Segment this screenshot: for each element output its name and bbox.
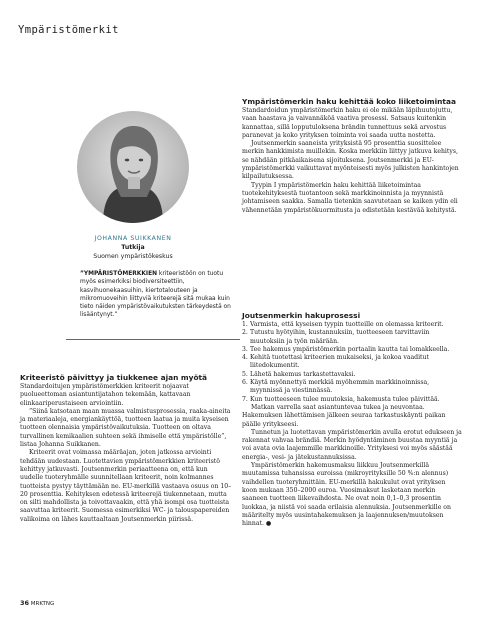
right-heading-top: Ympäristömerkin haku kehittää koko liiketoimintaa — [242, 97, 456, 106]
pull-quote-text: kriteeristöön on tuotu myös esimerkiksi biodiversiteettiin, kasvihuonekaasuihin, kiertotalouteen ja mikromuoveihin liittyviä kriteerejä sitä mukaa kuin tieto näiden ympäristövaikutuksten tärkeydestä on lisääntynyt.” — [80, 271, 231, 319]
process-paragraph: Matkan varrella saat asiantuntevaa tukea ja neuvontaa. Hakemuksen lähettämisen jälkeen seuraa tarkastuskäynti paikan päälle yritykseesi. — [242, 403, 446, 428]
process-step — [242, 346, 462, 354]
process-step — [242, 396, 462, 404]
process-steps — [242, 321, 462, 404]
step-text: Käytä myönnettyä merkkiä myöhemmin markkinoinnissa, myynnissä ja viestinnässä. — [250, 379, 430, 395]
person-portrait-icon — [77, 111, 189, 223]
person-organization: Suomen ympäristökeskus — [93, 253, 173, 260]
left-column — [20, 373, 232, 524]
left-paragraph: Standardoitujen ympäristömerkkien kriteerit nojaavat puolueettoman asiantuntijatahon tekemään, kattavaan elinkaariperustaiseen arviointiin. — [20, 383, 191, 407]
process-paragraph: Tunnetun ja luotettavan ympäristömerkin avulla erotut edukseen ja rakennat vahvaa brändiä. Merkin hyödyntäminen buustaa myyntiä ja voi avata ovia laajemmille markkinoille. Yrityksesi voi myös säästää energia-, vesi- ja jätekustannuksissa. — [242, 428, 462, 461]
process-step — [242, 321, 462, 329]
step-text: Lähetä hakemus tarkastettavaksi. — [250, 370, 356, 378]
step-text: Tutustu hyötyihin, kustannuksiin, tuotteeseen tarvittaviin muutoksiin ja työn määrään. — [250, 329, 430, 345]
pull-quote-lead: ”YMPÄRISTÖMERKKIEN — [80, 271, 158, 277]
step-number: 5. — [242, 370, 248, 378]
person-name: JOHANNA SUIKKANEN — [94, 235, 172, 242]
step-text: Tee hakemus ympäristömerkin portaalin kautta tai lomakkeella. — [250, 345, 450, 353]
left-paragraph: ”Siinä katsotaan maan muassa valmistusprosessia, raaka-aineita ja materiaaleja, energiankäyttöä, tuotteen laatua ja muita kyseisen tuotteen olennaisia ympäristövaikutuksia. Tuotteen on oltava turvallinen kemikaalien suhteen sekä ihmiselle että ympäristölle”, listaa Johanna Suikkanen. — [20, 407, 231, 449]
page-folio — [20, 599, 54, 607]
step-text: Varmista, että kyseisen tyypin tuotteille on olemassa kriteerit. — [250, 321, 444, 328]
left-paragraph: Kriteerit ovat voimassa määräajan, joten jatkossa arviointi tehdään uudestaan. Luotettavien ympäristömerkkien kriteeristö kehittyy jatkuvasti. Joutsenmerkin periaatteena on, että kun uudelle tuoteryhmälle suunnitellaan kriteerit, noin kolmannes tuotteista pystyy täyttämään ne. EU-merkillä vastaava osuus on 10–20 prosenttia. Kehityksen edetessä kriteerejä tiukennetaan, mutta on silti mahdollista ja toivottavaakin, että yhä isompi osa tuotteista saavuttaa kriteerit. Suomessa esimerkiksi WC- ja talouspapereiden valikoima on lähes kauttaaltaan Joutsenmerkin piirissä. — [20, 449, 232, 523]
magazine-name: MRKTNG — [30, 601, 55, 607]
person-role: Tutkija — [121, 244, 145, 251]
step-text: Kun tuotteeseen tulee muutoksia, hakemusta tulee päivittää. — [250, 395, 440, 403]
page-number: 36 — [20, 599, 30, 607]
quote-divider — [66, 339, 240, 340]
pull-quote — [80, 270, 240, 320]
portrait-illustration — [77, 111, 189, 223]
right-column-top — [242, 97, 462, 215]
process-heading: Joutsenmerkin hakuprosessi — [242, 311, 361, 320]
process-step — [242, 354, 462, 371]
left-heading: Kriteeristö päivittyy ja tiukkenee ajan myötä — [20, 373, 208, 382]
person-caption — [28, 234, 238, 261]
step-number: 1. — [242, 321, 248, 328]
step-text: Kehitä tuotettasi kriteerien mukaiseksi, ja kokoa vaaditut liitedokumentit. — [250, 354, 429, 370]
step-number: 3. — [242, 345, 248, 353]
process-paragraph: Ympäristömerkin hakemusmaksu liikkuu Joutsenmerkillä muutamissa tuhansissa euroissa (mikroyrityksille 50 %:n alennus) vaihdellen tuoteryhmittäin. EU-merkillä hakukulut ovat yrityksen koon mukaan 350–2000 euroa. Vuosimaksut lasketaan merkin saaneen tuotteen liikevaihdosta. Ne ovat noin 0,1–0,3 prosentin luokkaa, ja niistä voi saada erilaisia alennuksia. Joutsenmerkille on määritelty myös uusintahakemuksen ja laajennuksen/muutoksen hinnat. ● — [242, 462, 451, 528]
right-paragraph: Standardoidun ympäristömerkin haku ei ole mikään läpihuutojuttu, vaan haastava ja vaivannäköä vaativa prosessi. Satsaus kuitenkin kannattaa, sillä lopputuloksena brändin tunnettuus sekä arvostus paranevat ja koko yrityksen toiminta voi saada uutta nostetta. — [242, 107, 453, 139]
process-step — [242, 329, 462, 346]
right-paragraph: Joutsenmerkin saaneista yrityksistä 95 prosenttia suosittelee merkin hankkimista muillekin. Koska merkkiin liittyy jatkuva kehitys, se nähdään pitkäaikaisena sijoituksena. Joutsenmerkki ja EU-ympäristömerkki vaikuttavat myönteisesti myös julkisten hankintojen kilpailutuksessa. — [242, 140, 459, 181]
right-column-bottom — [242, 311, 462, 528]
step-number: 4. — [242, 354, 248, 362]
step-number: 6. — [242, 379, 248, 387]
process-step — [242, 371, 462, 379]
process-step — [242, 379, 462, 396]
step-number: 7. — [242, 395, 248, 403]
section-label: Ympäristömerkit — [18, 24, 119, 36]
step-number: 2. — [242, 329, 248, 337]
right-paragraph: Tyypin I ympäristömerkin haku kehittää liiketoimintaa tuotekehityksestä tuotantoon sekä markkinoinnista ja myynnistä johtamiseen saakka. Samalla tietenkin saavutetaan se kaiken ydin eli vähennetään ympäristökuormitusta ja edistetään kestävää kehitystä. — [242, 181, 458, 214]
